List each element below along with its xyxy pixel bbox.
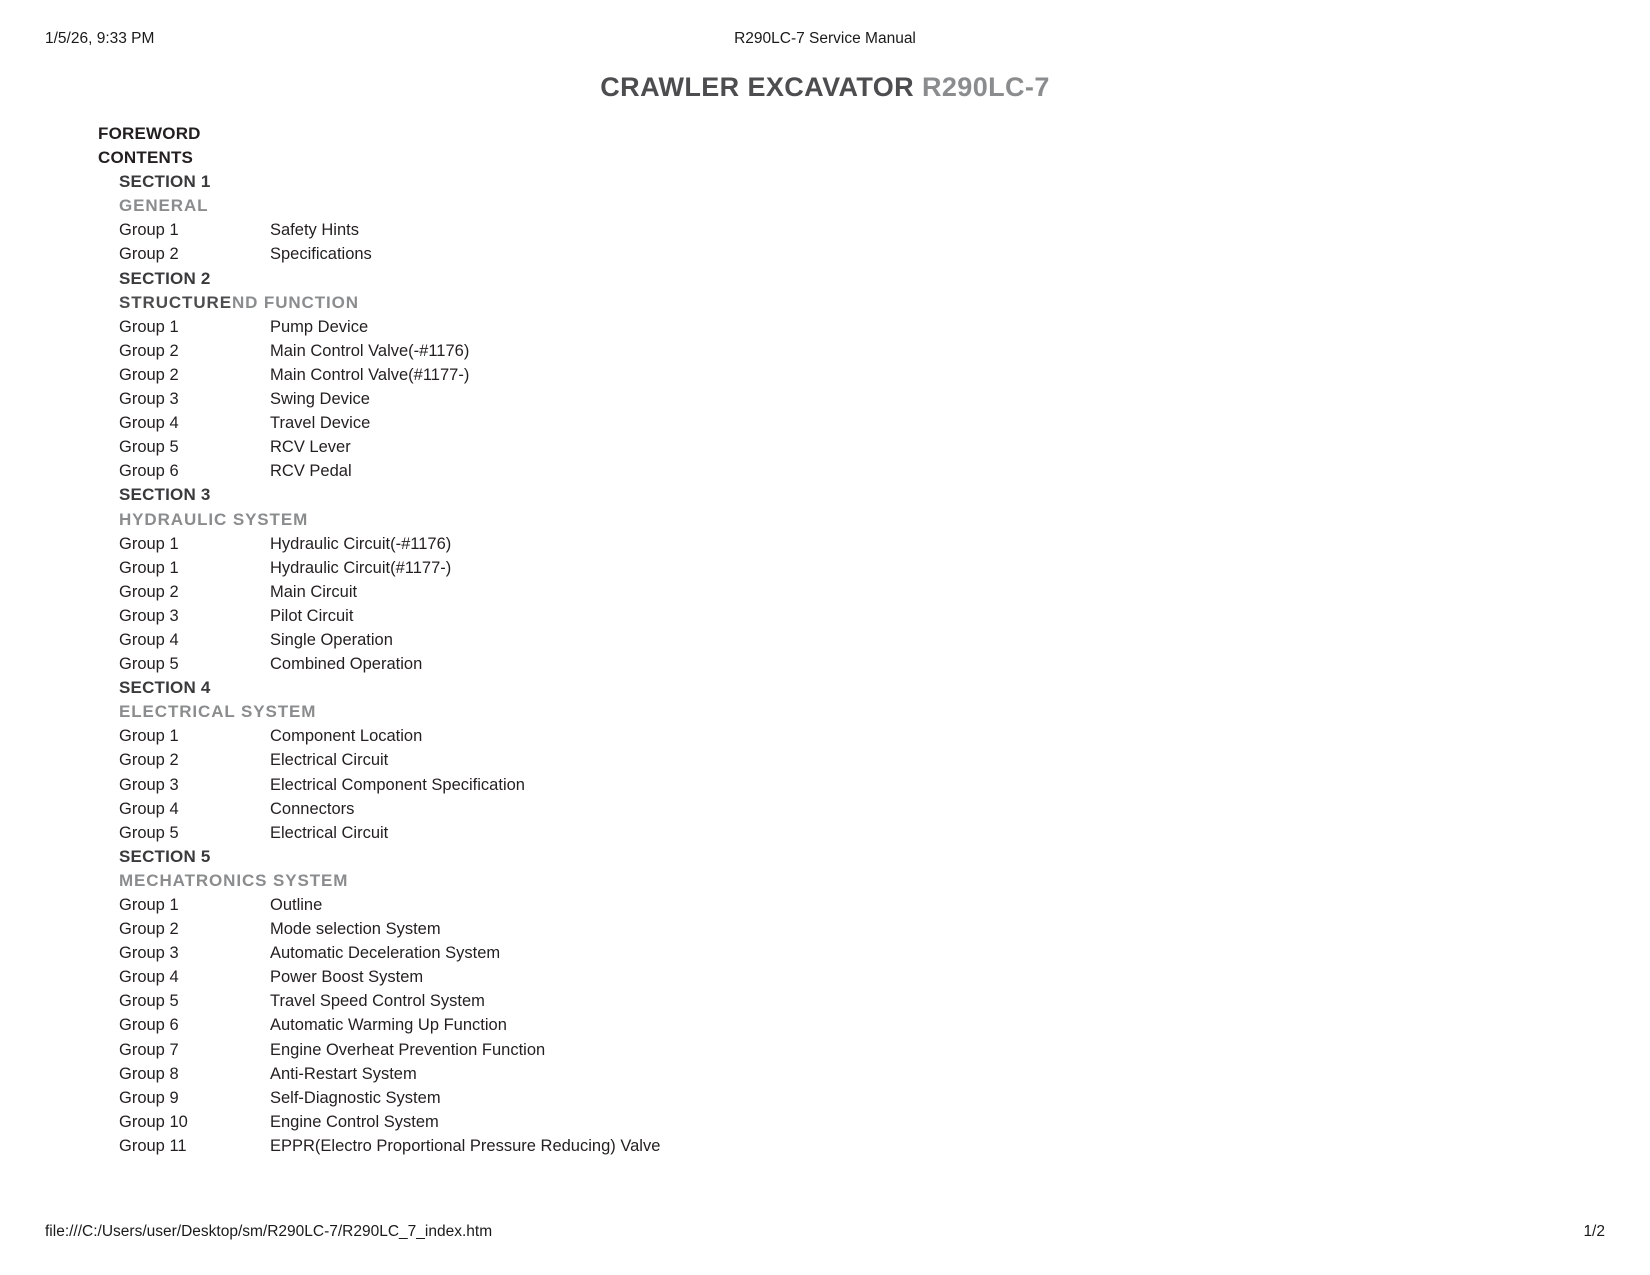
toc-group-row[interactable] [0,387,1650,411]
table-of-contents [0,122,1650,1158]
toc-group-title: Mode selection System [270,920,441,939]
toc-group-label: Group 4 [119,414,179,433]
toc-group-label: Group 4 [119,799,179,818]
toc-group-row[interactable] [0,580,1650,604]
toc-group-title: Travel Device [270,414,371,433]
toc-section-name[interactable]: HYDRAULIC SYSTEM [119,509,309,529]
toc-group-title: Automatic Deceleration System [270,944,501,963]
toc-group-title: RCV Pedal [270,462,352,481]
toc-group-label: Group 2 [119,341,179,360]
toc-group-row[interactable] [0,339,1650,363]
toc-group-label: Group 1 [119,534,179,553]
toc-group-row[interactable] [0,1038,1650,1062]
toc-group-row[interactable] [0,941,1650,965]
toc-group-title: Electrical Circuit [270,823,389,842]
toc-group-label: Group 8 [119,1064,179,1083]
toc-section-name[interactable] [0,291,1650,315]
toc-group-label: Group 4 [119,968,179,987]
toc-group-title: Specifications [270,245,372,264]
toc-group-title: Component Location [270,727,423,746]
toc-group-title: Outline [270,896,323,914]
print-footer [0,1223,1650,1243]
toc-section-heading[interactable]: SECTION 3 [119,485,211,505]
toc-group-row[interactable] [0,917,1650,941]
toc-group-label: Group 1 [119,221,179,240]
toc-group-row[interactable] [0,965,1650,989]
print-header [0,30,1650,50]
toc-group-title: Automatic Warming Up Function [270,1016,507,1035]
toc-group-title: Anti-Restart System [270,1064,417,1083]
toc-section-heading[interactable]: SECTION 5 [119,846,211,866]
toc-group-label: Group 4 [119,630,179,649]
toc-group-row[interactable] [0,797,1650,821]
toc-group-title: RCV Lever [270,438,351,457]
toc-group-title: Power Boost System [270,968,424,987]
toc-group-label: Group 1 [119,727,179,746]
toc-group-label: Group 3 [119,775,179,794]
toc-section-name[interactable]: GENERAL [119,196,209,216]
toc-group-label: Group 11 [119,1136,187,1155]
toc-group-title: EPPR(Electro Proportional Pressure Reducing) Valve [270,1136,661,1155]
toc-group-label: Group 5 [119,992,179,1011]
toc-group-row[interactable] [0,652,1650,676]
page-title-model: R290LC-7 [921,72,1050,102]
toc-section-name[interactable]: MECHATRONICS SYSTEM [119,870,349,890]
toc-group-label: Group 2 [119,245,179,264]
toc-group-title: Engine Overheat Prevention Function [270,1040,546,1059]
toc-group-row[interactable] [0,724,1650,748]
print-header-date: 1/5/26, 9:33 PM [45,30,155,47]
toc-group-row[interactable] [0,459,1650,483]
toc-group-title: Safety Hints [270,221,359,240]
toc-group-label: Group 3 [119,944,179,963]
toc-entry-contents[interactable]: CONTENTS [98,148,194,168]
toc-group-title: Pump Device [270,317,369,336]
toc-group-label: Group 3 [119,606,179,625]
toc-group-label: Group 1 [119,317,179,336]
toc-group-label: Group 5 [119,655,179,674]
toc-group-row[interactable] [0,556,1650,580]
toc-section-heading[interactable]: SECTION 2 [119,268,211,288]
toc-group-row[interactable] [0,435,1650,459]
toc-group-title: Travel Speed Control System [270,992,485,1011]
toc-group-label: Group 6 [119,1016,179,1035]
toc-group-row[interactable] [0,1013,1650,1037]
toc-group-title: Pilot Circuit [270,606,354,625]
toc-group-row[interactable] [0,411,1650,435]
print-footer-url: file:///C:/Users/user/Desktop/sm/R290LC-7/R290LC_7_index.htm [45,1223,493,1240]
toc-group-row[interactable] [0,821,1650,845]
toc-group-label: Group 7 [119,1040,179,1059]
toc-group-row[interactable] [0,1062,1650,1086]
toc-group-label: Group 6 [119,462,179,481]
toc-group-label: Group 5 [119,823,179,842]
print-header-title: R290LC-7 Service Manual [734,30,916,47]
toc-group-row[interactable] [0,748,1650,772]
toc-group-label: Group 2 [119,920,179,939]
toc-group-title: Main Control Valve(#1177-) [270,365,470,384]
toc-group-row[interactable] [0,1110,1650,1134]
toc-group-title: Single Operation [270,630,393,649]
page-title [0,72,1650,103]
toc-group-row[interactable] [0,604,1650,628]
toc-section-name-dark: STRUCTURE [119,292,232,312]
toc-group-title: Hydraulic Circuit(-#1176) [270,534,452,553]
toc-group-title: Electrical Component Specification [270,775,525,794]
toc-group-row[interactable] [0,532,1650,556]
toc-group-row[interactable] [0,242,1650,266]
toc-group-title: Main Control Valve(-#1176) [270,341,470,360]
toc-group-label: Group 1 [119,558,179,577]
toc-group-label: Group 10 [119,1112,188,1131]
toc-group-label: Group 2 [119,365,179,384]
toc-group-row[interactable] [0,773,1650,797]
toc-group-label: Group 1 [119,896,179,914]
toc-group-row[interactable] [0,363,1650,387]
toc-group-title: Combined Operation [270,655,423,674]
page-title-main: CRAWLER EXCAVATOR [600,72,922,102]
print-footer-page: 1/2 [1583,1223,1605,1240]
toc-group-label: Group 2 [119,751,179,770]
toc-group-title: Engine Control System [270,1112,439,1131]
toc-group-row[interactable] [0,1134,1650,1158]
toc-section-heading[interactable]: SECTION 1 [119,172,211,192]
toc-group-label: Group 2 [119,582,179,601]
toc-group-row[interactable] [0,628,1650,652]
toc-section-name[interactable]: ELECTRICAL SYSTEM [119,702,317,722]
toc-group-row[interactable] [0,315,1650,339]
toc-group-title: Self-Diagnostic System [270,1088,441,1107]
toc-section-name-grey: ND FUNCTION [231,292,359,312]
toc-group-label: Group 9 [119,1088,179,1107]
toc-group-title: Connectors [270,799,355,818]
toc-group-label: Group 3 [119,390,179,409]
toc-group-title: Electrical Circuit [270,751,389,770]
toc-group-title: Main Circuit [270,582,358,601]
toc-group-row[interactable] [0,218,1650,242]
toc-group-title: Hydraulic Circuit(#1177-) [270,558,452,577]
toc-group-row[interactable] [0,893,1650,917]
toc-entry-foreword[interactable]: FOREWORD [98,124,201,143]
toc-group-row[interactable] [0,1086,1650,1110]
toc-group-row[interactable] [0,989,1650,1013]
toc-group-title: Swing Device [270,390,370,409]
toc-group-label: Group 5 [119,438,179,457]
toc-section-heading[interactable]: SECTION 4 [119,678,211,698]
